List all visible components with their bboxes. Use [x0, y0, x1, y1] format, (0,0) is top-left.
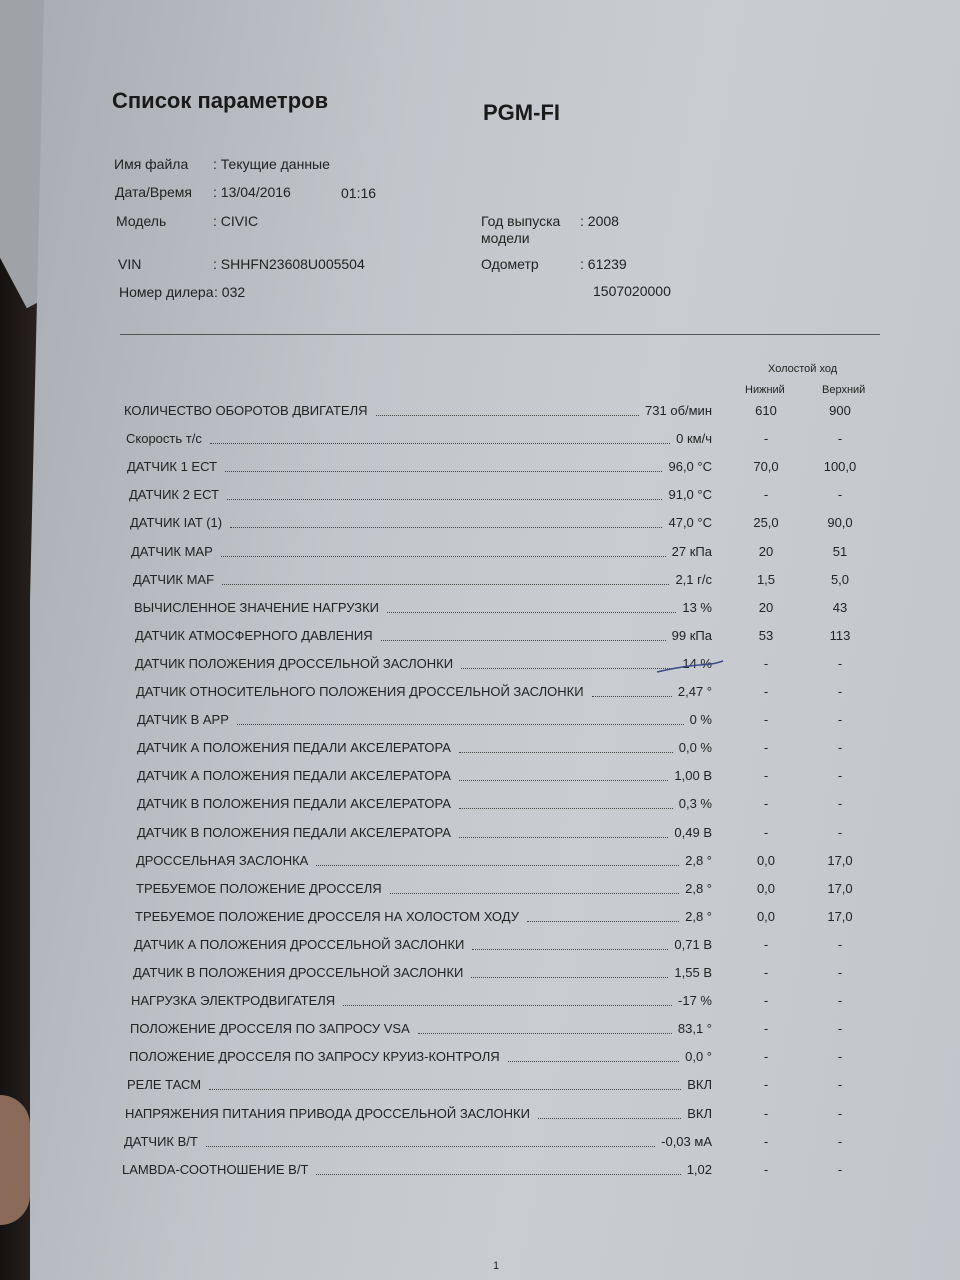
parameter-row — [135, 656, 860, 674]
parameter-label: ДАТЧИК ПОЛОЖЕНИЯ ДРОССЕЛЬНОЙ ЗАСЛОНКИ — [135, 656, 454, 671]
leader-dots — [508, 1061, 679, 1062]
parameter-value: 47,0 °С — [668, 515, 712, 530]
low-column-header: Нижний — [745, 384, 785, 396]
leader-dots — [459, 808, 673, 809]
parameter-value: 2,1 г/с — [675, 572, 712, 587]
idle-high-value: - — [837, 656, 843, 671]
parameter-value: 27 кПа — [671, 544, 712, 559]
parameter-label: ВЫЧИСЛЕННОЕ ЗНАЧЕНИЕ НАГРУЗКИ — [134, 600, 379, 615]
leader-dots — [459, 837, 668, 838]
parameter-value: -17 % — [678, 993, 712, 1008]
parameter-row — [129, 487, 860, 505]
idle-high-value: 43 — [832, 600, 848, 615]
date-value: : 13/04/2016 — [213, 184, 291, 200]
idle-column-group-header: Холостой ход — [768, 363, 838, 375]
idle-low-value: - — [763, 1162, 769, 1177]
parameter-value: 2,47 ° — [677, 684, 712, 699]
leader-dots — [527, 921, 679, 922]
finger-edge — [0, 1095, 30, 1225]
high-column-header: Верхний — [822, 384, 866, 396]
parameter-value: 0 % — [689, 712, 712, 727]
idle-high-value: - — [837, 1077, 843, 1092]
parameter-row — [134, 937, 860, 955]
parameter-value: 0,49 В — [674, 825, 712, 840]
parameter-row — [137, 712, 860, 730]
idle-low-value: - — [763, 1049, 769, 1064]
leader-dots — [459, 780, 668, 781]
parameter-label: ДАТЧИК ОТНОСИТЕЛЬНОГО ПОЛОЖЕНИЯ ДРОССЕЛЬНОЙ ЗАСЛОНКИ — [136, 684, 584, 699]
idle-high-value: - — [837, 825, 843, 840]
idle-low-value: - — [763, 768, 769, 783]
leader-dots — [230, 527, 662, 528]
parameter-label: LAMBDA-СООТНОШЕНИЕ В/Т — [122, 1162, 309, 1177]
parameter-value: 0,3 % — [678, 796, 712, 811]
parameter-row — [137, 825, 860, 843]
parameter-row — [124, 403, 860, 421]
parameter-label: НАПРЯЖЕНИЯ ПИТАНИЯ ПРИВОДА ДРОССЕЛЬНОЙ ЗАСЛОНКИ — [125, 1106, 530, 1121]
idle-low-value: - — [763, 937, 769, 952]
parameter-row — [127, 459, 860, 477]
idle-low-value: - — [763, 487, 769, 502]
idle-low-value: 53 — [758, 628, 774, 643]
parameter-row — [125, 1106, 860, 1124]
leader-dots — [592, 696, 672, 697]
leader-dots — [459, 752, 673, 753]
parameter-value: 1,02 — [686, 1162, 712, 1177]
parameter-label: ДАТЧИК В/Т — [124, 1134, 198, 1149]
idle-high-value: 113 — [829, 628, 851, 643]
vin-label: VIN — [118, 256, 142, 272]
parameter-label: ДАТЧИК IAT (1) — [130, 515, 223, 530]
idle-high-value: - — [837, 740, 843, 755]
odometer-label: Одометр — [481, 256, 539, 272]
leader-dots — [461, 668, 676, 669]
parameter-row — [122, 1162, 860, 1180]
idle-low-value: - — [763, 965, 769, 980]
idle-high-value: - — [837, 937, 843, 952]
idle-high-value: - — [837, 768, 843, 783]
idle-low-value: - — [763, 993, 769, 1008]
parameter-value: 0,71 В — [674, 937, 712, 952]
parameter-value: 2,8 ° — [685, 881, 712, 896]
parameter-label: ДАТЧИК А ПОЛОЖЕНИЯ ДРОССЕЛЬНОЙ ЗАСЛОНКИ — [134, 937, 465, 952]
parameter-row — [134, 600, 860, 618]
parameter-label: ТРЕБУЕМОЕ ПОЛОЖЕНИЕ ДРОССЕЛЯ НА ХОЛОСТОМ ХОДУ — [135, 909, 519, 924]
idle-high-value: - — [837, 1162, 843, 1177]
parameter-label: ДАТЧИК МАF — [133, 572, 215, 587]
leader-dots — [209, 1089, 681, 1090]
idle-low-value: - — [763, 1134, 769, 1149]
pen-underline-mark — [655, 657, 725, 675]
leader-dots — [387, 612, 676, 613]
time-value: 01:16 — [341, 185, 377, 201]
leader-dots — [381, 640, 666, 641]
leader-dots — [222, 584, 669, 585]
parameter-label: ДАТЧИК В АРР — [137, 712, 229, 727]
leader-dots — [206, 1146, 655, 1147]
parameter-value: 83,1 ° — [677, 1021, 712, 1036]
parameter-row — [136, 881, 860, 899]
leader-dots — [225, 471, 662, 472]
idle-low-value: 20 — [758, 600, 774, 615]
dealer-value: : 032 — [214, 284, 246, 300]
leader-dots — [471, 977, 668, 978]
parameter-label: ПОЛОЖЕНИЕ ДРОССЕЛЯ ПО ЗАПРОСУ КРУИЗ-КОНТРОЛЯ — [129, 1049, 500, 1064]
parameter-row — [124, 1134, 860, 1152]
parameter-row — [133, 965, 860, 983]
parameter-label: НАГРУЗКА ЭЛЕКТРОДВИГАТЕЛЯ — [131, 993, 336, 1008]
header-divider — [120, 334, 880, 335]
idle-high-value: - — [837, 712, 843, 727]
idle-high-value: 51 — [832, 544, 848, 559]
idle-low-value: 1,5 — [756, 572, 776, 587]
parameter-label: ДАТЧИК А ПОЛОЖЕНИЯ ПЕДАЛИ АКСЕЛЕРАТОРА — [137, 740, 451, 755]
idle-high-value: - — [837, 1134, 843, 1149]
parameter-label: ДАТЧИК А ПОЛОЖЕНИЯ ПЕДАЛИ АКСЕЛЕРАТОРА — [137, 768, 451, 783]
parameter-row — [137, 796, 860, 814]
model-year-value: : 2008 — [580, 213, 619, 229]
idle-high-value: - — [837, 487, 843, 502]
idle-low-value: - — [763, 796, 769, 811]
idle-low-value: - — [763, 740, 769, 755]
leader-dots — [237, 724, 684, 725]
idle-low-value: 0,0 — [756, 881, 776, 896]
record-code: 1507020000 — [593, 283, 671, 299]
idle-low-value: - — [763, 684, 769, 699]
leader-dots — [316, 865, 679, 866]
parameter-label: ДАТЧИК В ПОЛОЖЕНИЯ ПЕДАЛИ АКСЕЛЕРАТОРА — [137, 825, 451, 840]
odometer-value: : 61239 — [580, 256, 627, 272]
idle-high-value: 5,0 — [830, 572, 850, 587]
document-brand: PGM-FI — [483, 100, 560, 125]
leader-dots — [472, 949, 668, 950]
idle-low-value: - — [763, 656, 769, 671]
parameter-label: КОЛИЧЕСТВО ОБОРОТОВ ДВИГАТЕЛЯ — [124, 403, 368, 418]
idle-high-value: 17,0 — [827, 853, 853, 868]
parameter-label: ДАТЧИК МАР — [131, 544, 213, 559]
parameter-row — [126, 431, 860, 449]
parameter-label: Скорость т/с — [126, 431, 202, 446]
idle-high-value: 900 — [829, 403, 851, 418]
idle-low-value: - — [763, 1077, 769, 1092]
parameter-row — [136, 684, 860, 702]
idle-high-value: - — [837, 993, 843, 1008]
idle-low-value: 25,0 — [753, 515, 779, 530]
parameter-label: ДАТЧИК В ПОЛОЖЕНИЯ ДРОССЕЛЬНОЙ ЗАСЛОНКИ — [133, 965, 464, 980]
leader-dots — [210, 443, 670, 444]
parameter-row — [136, 853, 860, 871]
file-name-label: Имя файла — [114, 156, 189, 172]
idle-high-value: - — [837, 684, 843, 699]
leader-dots — [343, 1005, 672, 1006]
model-year-label: Год выпуска — [481, 213, 561, 229]
parameter-value: 0,0 % — [678, 740, 712, 755]
model-value: : CIVIC — [213, 213, 259, 229]
parameter-value: 13 % — [682, 600, 712, 615]
datetime-label: Дата/Время — [115, 184, 193, 200]
parameter-value: 731 об/мин — [645, 403, 712, 418]
parameter-value: 0,0 ° — [685, 1049, 712, 1064]
idle-low-value: - — [763, 431, 769, 446]
idle-low-value: - — [763, 1106, 769, 1121]
page-number: 1 — [493, 1260, 500, 1272]
model-label: Модель — [116, 213, 167, 229]
leader-dots — [227, 499, 662, 500]
document-title: Список параметров — [112, 88, 329, 113]
parameter-label: ПОЛОЖЕНИЕ ДРОССЕЛЯ ПО ЗАПРОСУ VSA — [130, 1021, 410, 1036]
leader-dots — [418, 1033, 672, 1034]
parameter-label: ДАТЧИК 2 ЕСТ — [129, 487, 220, 502]
idle-high-value: - — [837, 1106, 843, 1121]
idle-high-value: - — [837, 1049, 843, 1064]
parameter-row — [131, 544, 860, 562]
idle-high-value: - — [837, 1021, 843, 1036]
idle-low-value: - — [763, 712, 769, 727]
parameter-row — [137, 740, 860, 758]
parameter-label: РЕЛЕ ТАСМ — [127, 1077, 202, 1092]
parameter-label: ДАТЧИК АТМОСФЕРНОГО ДАВЛЕНИЯ — [135, 628, 373, 643]
idle-low-value: 20 — [758, 544, 774, 559]
leader-dots — [316, 1174, 681, 1175]
parameter-value: -0,03 мА — [661, 1134, 712, 1149]
parameter-value: 0 км/ч — [676, 431, 712, 446]
parameter-row — [135, 628, 860, 646]
parameter-label: ДАТЧИК 1 ЕСТ — [127, 459, 218, 474]
file-name-value: : Текущие данные — [213, 156, 330, 172]
parameter-row — [135, 909, 860, 927]
parameter-row — [129, 1049, 860, 1067]
idle-high-value: - — [837, 965, 843, 980]
parameter-row — [130, 1021, 860, 1039]
idle-low-value: 70,0 — [753, 459, 779, 474]
idle-low-value: 0,0 — [756, 909, 776, 924]
idle-high-value: 100,0 — [823, 459, 857, 474]
idle-low-value: - — [763, 825, 769, 840]
parameter-value: ВКЛ — [687, 1106, 712, 1121]
parameter-label: ДРОССЕЛЬНАЯ ЗАСЛОНКА — [136, 853, 309, 868]
parameter-row — [130, 515, 860, 533]
leader-dots — [221, 556, 666, 557]
parameter-value: 1,00 В — [674, 768, 712, 783]
idle-low-value: 0,0 — [756, 853, 776, 868]
dealer-label: Номер дилера — [119, 284, 214, 300]
parameter-row — [137, 768, 860, 786]
parameter-label: ТРЕБУЕМОЕ ПОЛОЖЕНИЕ ДРОССЕЛЯ — [136, 881, 382, 896]
parameter-value: 91,0 °С — [668, 487, 712, 502]
parameter-value: 2,8 ° — [685, 853, 712, 868]
leader-dots — [390, 893, 679, 894]
parameter-row — [127, 1077, 860, 1095]
parameter-value: 14 % — [682, 656, 712, 671]
idle-low-value: - — [763, 1021, 769, 1036]
vin-value: : SHHFN23608U005504 — [213, 256, 365, 272]
parameter-value: 1,55 В — [674, 965, 712, 980]
parameter-label: ДАТЧИК В ПОЛОЖЕНИЯ ПЕДАЛИ АКСЕЛЕРАТОРА — [137, 796, 451, 811]
idle-low-value: 610 — [755, 403, 777, 418]
idle-high-value: 17,0 — [827, 881, 853, 896]
leader-dots — [376, 415, 639, 416]
parameter-value: 99 кПа — [671, 628, 712, 643]
parameter-row — [133, 572, 860, 590]
idle-high-value: - — [837, 796, 843, 811]
idle-high-value: - — [837, 431, 843, 446]
parameter-value: 96,0 °С — [668, 459, 712, 474]
parameter-value: ВКЛ — [687, 1077, 712, 1092]
idle-high-value: 17,0 — [827, 909, 853, 924]
parameter-row — [131, 993, 860, 1011]
leader-dots — [538, 1118, 681, 1119]
parameter-value: 2,8 ° — [685, 909, 712, 924]
idle-high-value: 90,0 — [827, 515, 853, 530]
model-year-label-2: модели — [481, 230, 530, 246]
